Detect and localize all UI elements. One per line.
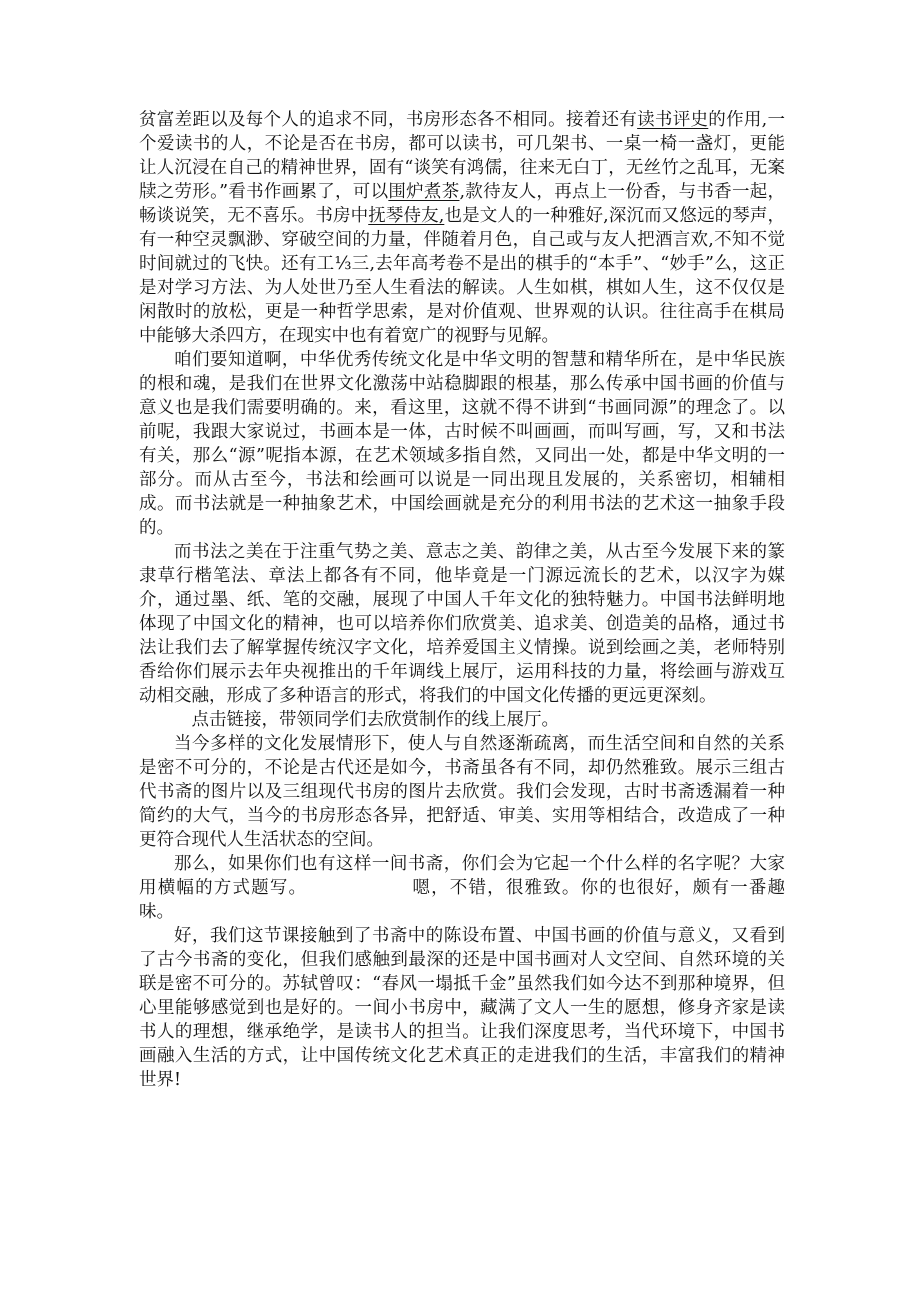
paragraph-online-hall: 点击链接，带领同学们去欣赏制作的线上展厅。 — [191, 710, 559, 730]
paragraph-traditional-culture: 咱们要知道啊，中华优秀传统文化是中华文明的智慧和精华所在，是中华民族的根和魂，是我们在世界文化激荡中站稳脚跟的根基，那么传承中国书画的价值与意义也是我们需要明确的。来，看这里，这就不得不讲到“书画同源”的理念了。以前呢，我跟大家说过，书画本是一体，古时候不叫画画，而叫写画，写，又和书法有关，那么“源”呢指本源，在艺术领域多指自然，又同出一处，都是中华文明的一部分。而从古至今，书法和绘画可以说是一同出现且发展的，关系密切，相辅相成。而书法就是一种抽象艺术，中国绘画就是充分的利用书法的艺术这一抽象手段的。 — [139, 350, 785, 538]
paragraph-conclusion: 好，我们这节课接触到了书斋中的陈设布置、中国书画的价值与意义，又看到了古今书斋的变化，但我们感触到最深的还是中国书画对人文空间、自然环境的关联是密不可分的。苏轼曾叹：“春风一塌抵千金”虽然我们如今达不到那种境界，但心里能够感觉到也是好的。一间小书房中，藏满了文人一生的愿想，修身齐家是读书人的理想，继承绝学，是读书人的担当。让我们深度思考，当代环境下，中国书画融入生活的方式，让中国传统文化艺术真正的走进我们的生活，丰富我们的精神世界! — [139, 926, 785, 1090]
underlined-phrase: 围炉煮茶 — [388, 182, 460, 202]
paragraph-study-spaces: 当今多样的文化发展情形下，使人与自然逐渐疏离，而生活空间和自然的关系是密不可分的，不论是古代还是如今，书斋虽各有不同，却仍然雅致。展示三组古代书斋的图片以及三组现代书房的图片去欣赏。我们会发现，古时书斋透漏着一种简约的大气，当今的书房形态各异，把舒适、审美、实用等相结合，改造成了一种更符合现代人生活状态的空间。 — [139, 734, 785, 850]
underlined-phrase: 读书评史 — [637, 110, 709, 130]
text-run: 的作用,一个爱读书的人，不论是否在书房，都可以读书，可几架书、一桌一椅一盏灯，更能让人沉浸在自己的精神世界，固有“谈笑有鸿儒，往来无白丁，无丝竹之乱耳，无案牍之劳形。”看书作画累了，可以 — [139, 110, 786, 202]
text-run: ,款待友人，再点上一份香，与书香一起，畅谈说笑，无不喜乐。书房中 — [139, 182, 786, 226]
paragraph-naming — [139, 852, 785, 924]
document-body — [139, 108, 785, 1092]
paragraph-study-room — [139, 108, 785, 348]
underlined-phrase: 抚琴侍友, — [368, 206, 445, 226]
text-run: 也是文人的一种雅好,深沉而又悠远的琴声，有一种空灵飘渺、穿破空间的力量，伴随着月色，自己或与友人把酒言欢,不知不觉时间就过的飞快。还有工⅓三,去年高考卷不是出的棋手的“本手”、“妙手”么，这正是对学习方法、为人处世乃至人生看法的解读。人生如棋，棋如人生，这不仅仅是闲散时的放松，更是一种哲学思索，是对价值观、世界观的认识。往往高手在棋局中能够大杀四方，在现实中也有着宽广的视野与见解。 — [139, 206, 786, 346]
text-run: 那么，如果你们也有这样一间书斋，你们会为它起一个什么样的名字呢？大家用横幅的方式题写。 — [139, 854, 785, 898]
text-run: 贫富差距以及每个人的追求不同，书房形态各不相同。接着还有 — [139, 110, 638, 130]
paragraph-calligraphy: 而书法之美在于注重气势之美、意志之美、韵律之美，从古至今发展下来的篆隶草行楷笔法、章法上都各有不同，他毕竟是一门源远流长的艺术，以汉字为媒介，通过墨、纸、笔的交融，展现了中国人千年文化的独特魅力。中国书法鲜明地体现了中国文化的精神，也可以培养你们欣赏美、追求美、创造美的品格，通过书法让我们去了解掌握传统汉字文化，培养爱国主义情操。说到绘画之美，老师特别香给你们展示去年央视推出的千年调线上展厅，运用科技的力量，将绘画与游戏互动相交融，形成了多种语言的形式，将我们的中国文化传播的更远更深刻。 — [139, 542, 785, 706]
text-run: 嗯，不错，很雅致。你的也很好，颇有一番趣味。 — [139, 878, 786, 922]
